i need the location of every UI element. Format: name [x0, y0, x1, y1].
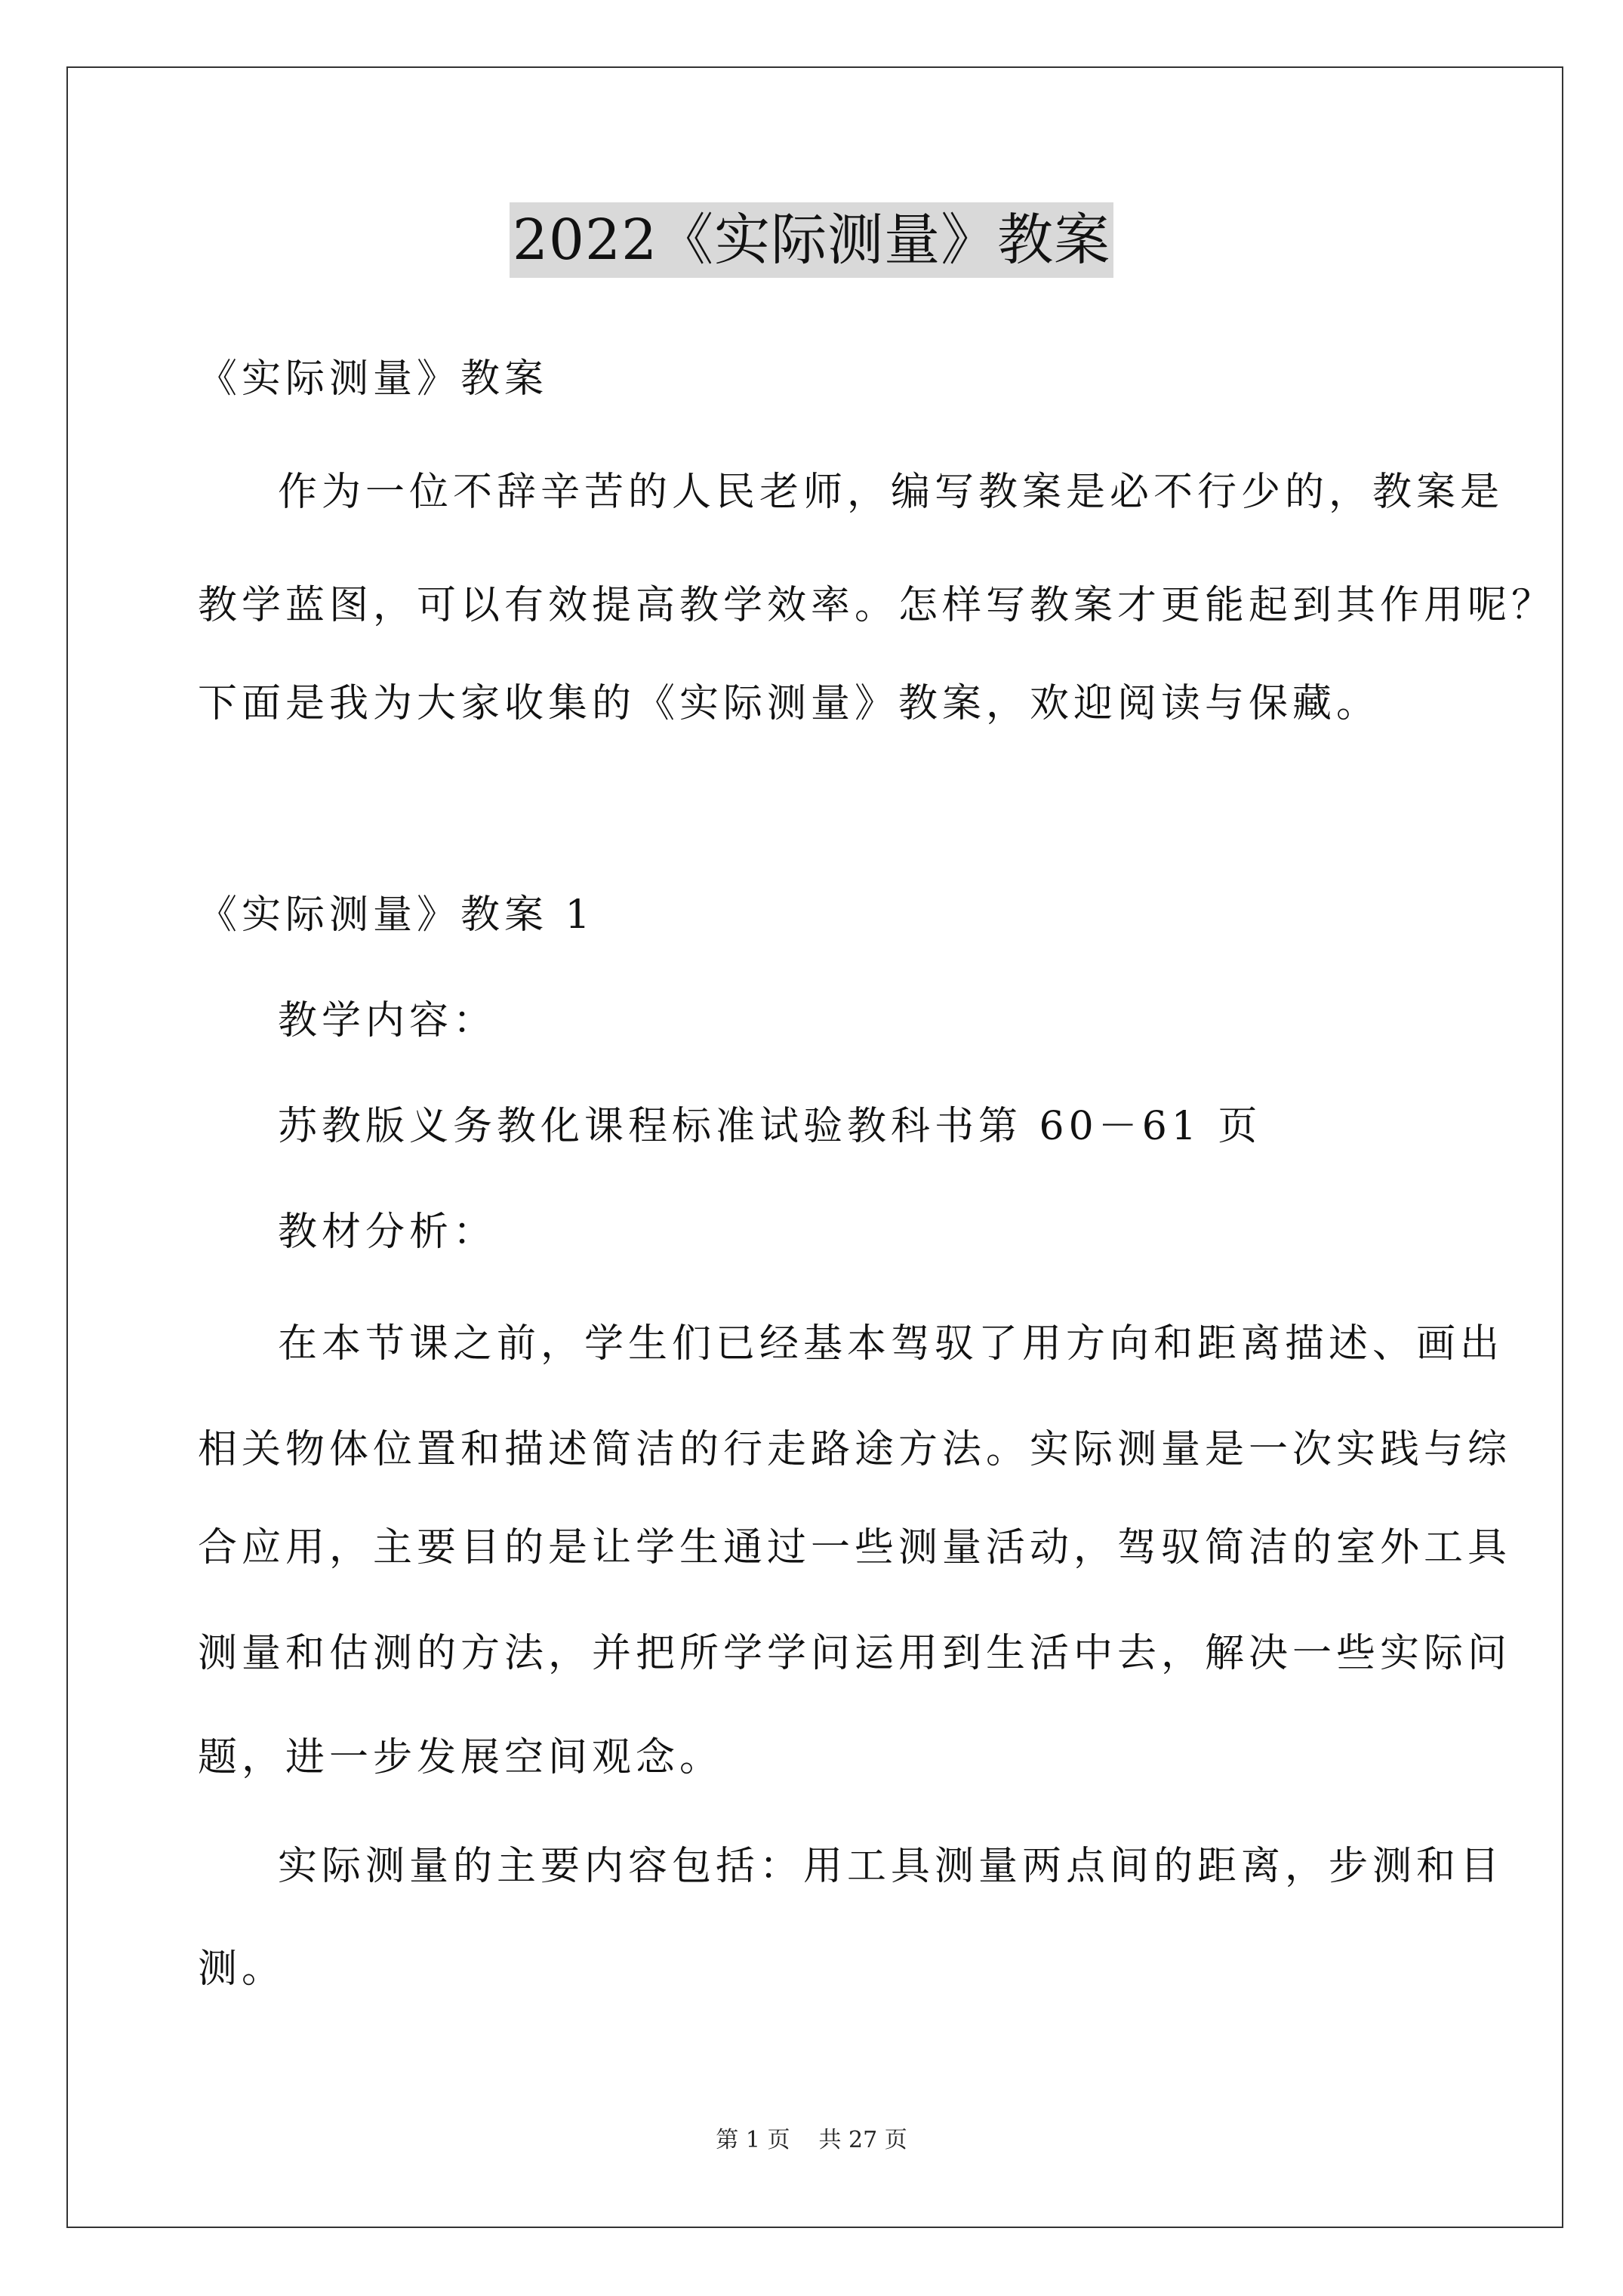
intro-line-2: 教学蓝图，可以有效提高教学效率。怎样写教案才更能起到其作用呢？ [198, 583, 1556, 628]
analysis-line-5: 题，进一步发展空间观念。 [198, 1735, 724, 1780]
section-heading: 《实际测量》教案 1 [198, 892, 595, 938]
page-footer [0, 2125, 1623, 2156]
subtitle: 《实际测量》教案 [198, 356, 549, 402]
intro-line-3: 下面是我为大家收集的《实际测量》教案，欢迎阅读与保藏。 [198, 681, 1381, 726]
analysis-line-1: 在本节课之前，学生们已经基本驾驭了用方向和距离描述、画出 [278, 1321, 1504, 1367]
main-content-line-2: 测。 [198, 1946, 286, 1992]
page-number: 第 1 页 [716, 2127, 790, 2153]
title-container [0, 202, 1623, 278]
document-title: 2022《实际测量》教案 [510, 202, 1113, 278]
teaching-content-text: 苏教版义务教化课程标准试验教科书第 60－61 页 [278, 1104, 1262, 1149]
material-analysis-label: 教材分析： [278, 1210, 497, 1255]
page-total: 共 27 页 [818, 2127, 907, 2153]
analysis-line-2: 相关物体位置和描述简洁的行走路途方法。实际测量是一次实践与综 [198, 1427, 1512, 1472]
teaching-content-label: 教学内容： [278, 998, 497, 1043]
analysis-line-3: 合应用，主要目的是让学生通过一些测量活动，驾驭简洁的室外工具 [198, 1525, 1512, 1570]
analysis-line-4: 测量和估测的方法，并把所学学问运用到生活中去，解决一些实际问 [198, 1631, 1512, 1676]
intro-line-1: 作为一位不辞辛苦的人民老师，编写教案是必不行少的，教案是 [278, 470, 1504, 515]
main-content-line-1: 实际测量的主要内容包括：用工具测量两点间的距离，步测和目 [278, 1844, 1504, 1889]
